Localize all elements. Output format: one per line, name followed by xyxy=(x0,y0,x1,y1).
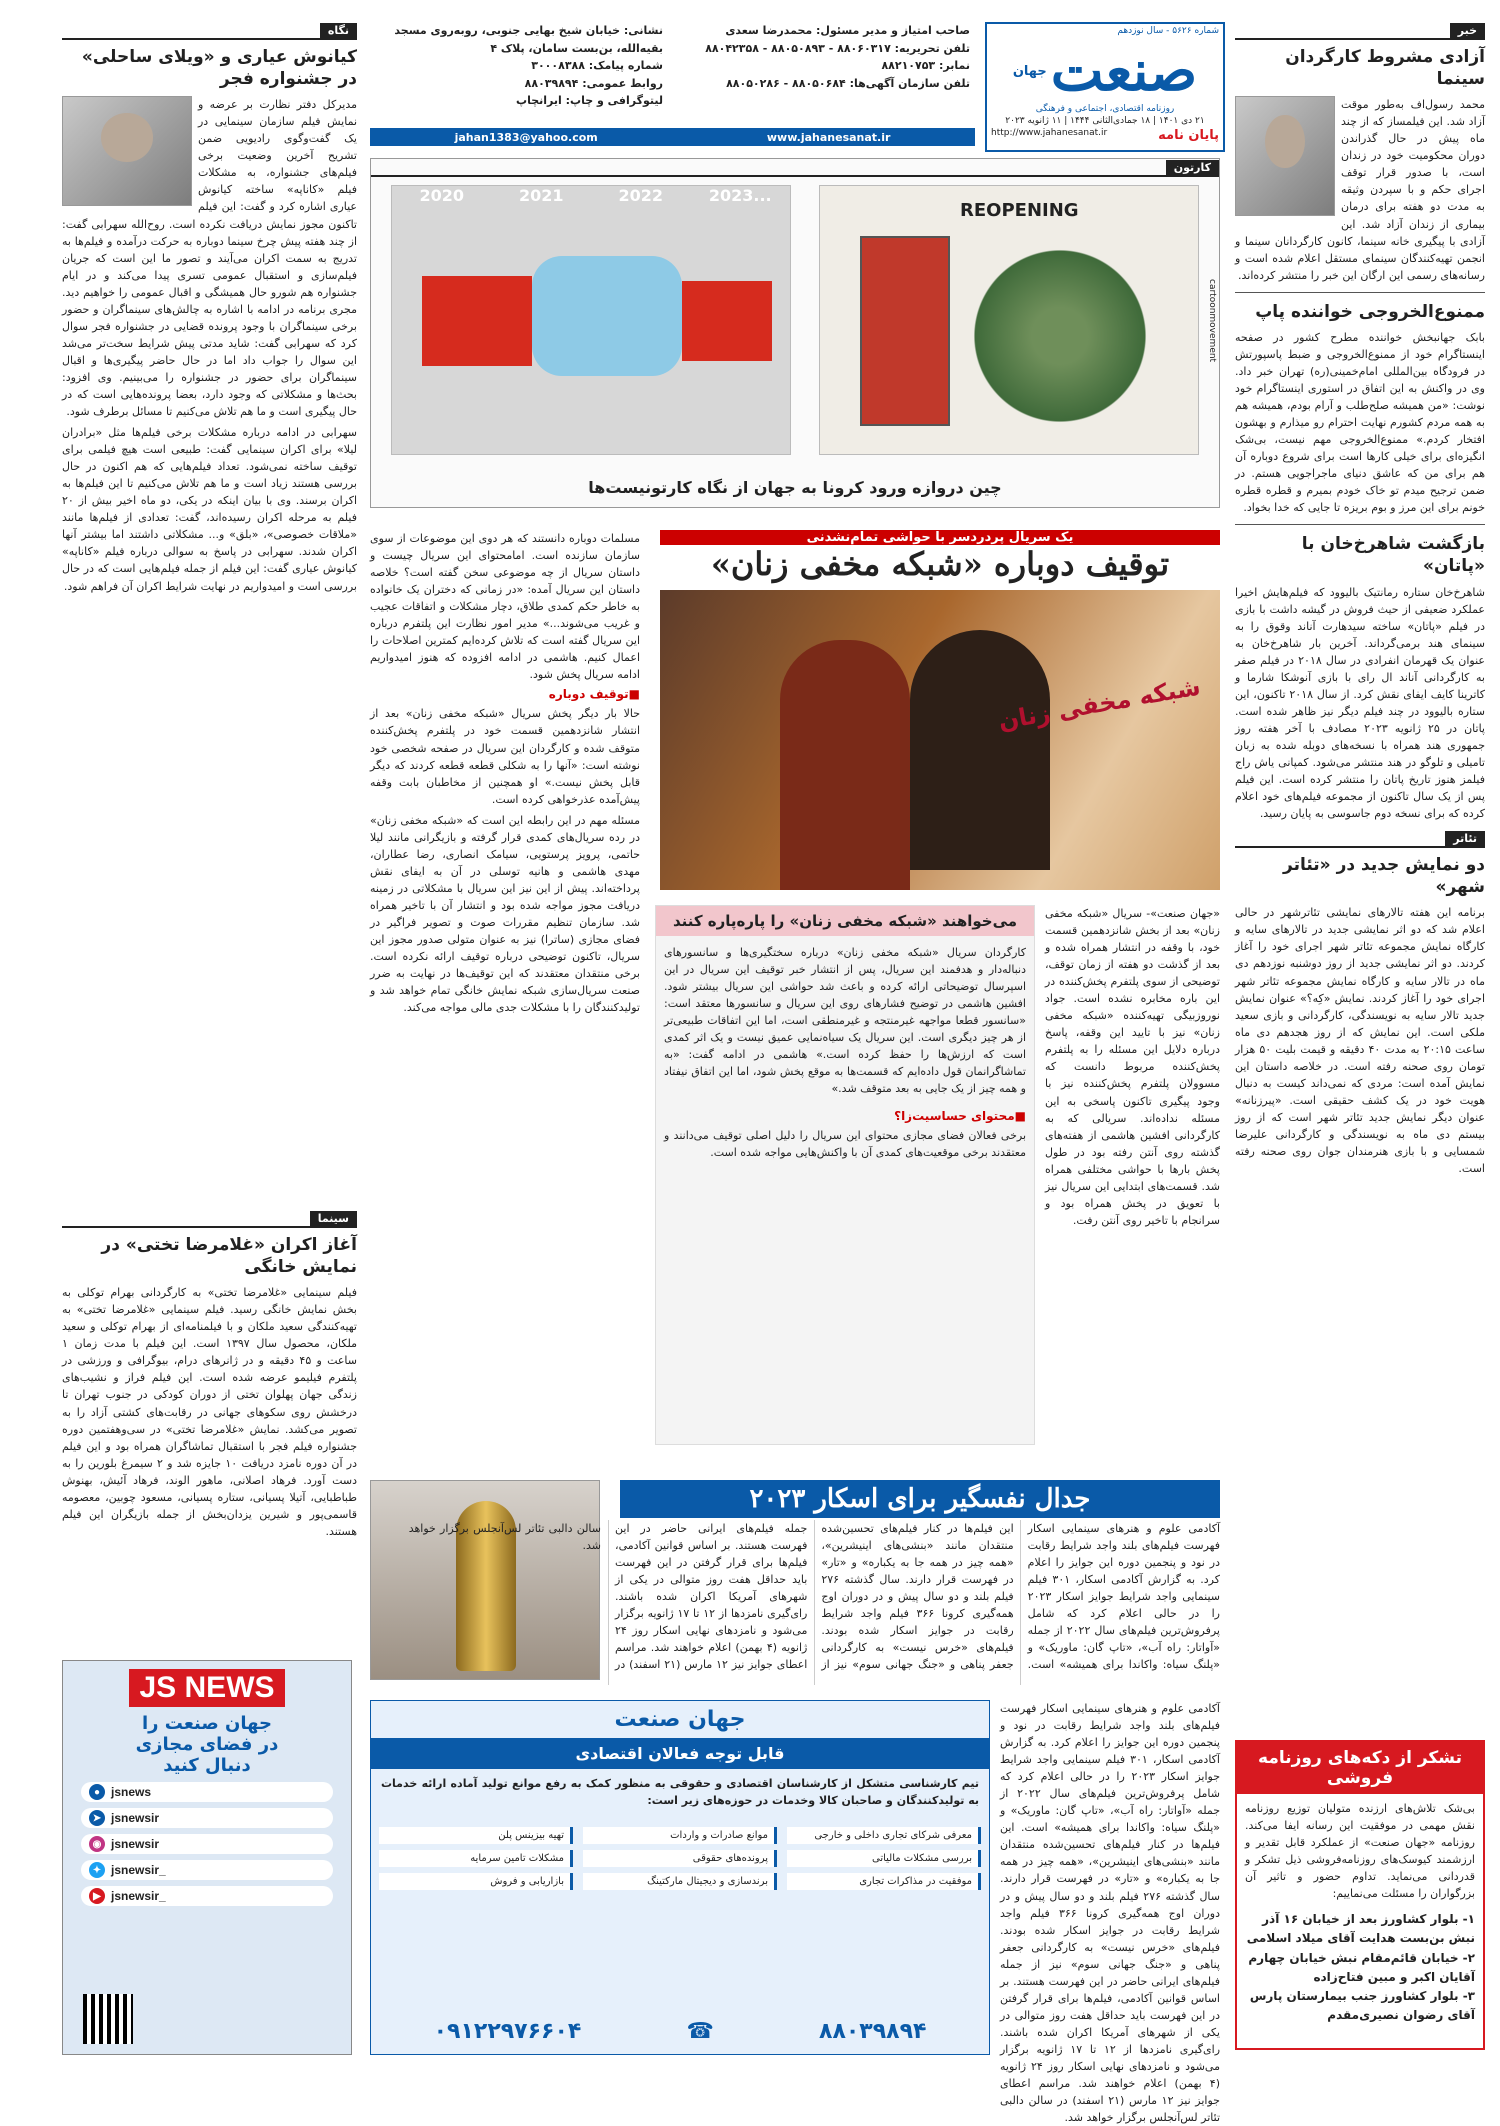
youtube-icon: ▶ xyxy=(89,1888,105,1904)
section-tag-news: خبر xyxy=(1450,23,1485,38)
ad-service: بررسی مشکلات مالیاتی xyxy=(787,1850,981,1867)
ad-service: مشکلات تامین سرمایه xyxy=(379,1850,573,1867)
jsnews-box xyxy=(62,1660,352,2055)
website-link[interactable]: http://www.jahanesanat.ir xyxy=(991,128,1108,138)
oscar-title: جدال نفسگیر برای اسکار ۲۰۲۳ xyxy=(620,1480,1220,1518)
phone-number[interactable]: ۰۹۱۲۲۹۷۶۶۰۴ xyxy=(433,2019,582,2044)
thanks-body: بی‌شک تلاش‌های ارزنده متولیان توزیع روزنامه نقش مهمی در موفقیت این رسانه ایفا می‌کند. روزنامه «جهان صنعت» از عملکرد قابل تقدیر و ارزشمند کیوسک‌های روزنامه‌فروشی ذیل تشکر و قدردانی می‌نماید. تداوم حضور و تاثیر آن بزرگواران را مسئلت می‌نماییم: xyxy=(1245,1802,1475,1901)
kianoosh-photo xyxy=(62,96,192,206)
director-photo xyxy=(1235,96,1335,216)
tel-editorial: تلفن تحریریه: ۸۸۰۶۰۳۱۷ - ۸۸۰۵۰۸۹۳ - ۸۸۰۴۲۳۵۸ xyxy=(705,41,970,55)
band-web[interactable]: www.jahanesanat.ir xyxy=(766,130,891,144)
article-body: مسلمات دوباره دانستند که هر دوی این موضوعات از سوی سازمان سازنده است. امامحتوای این سریال چیست و داستان سریال از چه موضوعی سخن گفته است؟ خلاصه داستان این سریال آمده: «در زمانی که دختران یک خانواده به خاطر حکم کمدی طلاق، دچار مشکلات و اتفاقات عجیب و غریب می‌شوند...» مدیر امور نظارت این پلتفرم درباره این سریال گفته است که تلاش کرده‌ایم کمترین اصلاحات را اعمال کنیم. هاشمی در ادامه افزوده که هنوز امیدواریم ادامه سریال پخش شود. xyxy=(370,532,640,682)
article-body: برخی فعالان فضای مجازی محتوای این سریال را دلیل اصلی توقیف می‌دانند و معتقدند برخی موقعیت‌های کمدی آن با واکنش‌هایی مواجه شده است. xyxy=(664,1129,1026,1160)
band-mail[interactable]: jahan1383@yahoo.com xyxy=(454,130,598,144)
telegram-icon: ➤ xyxy=(89,1810,105,1826)
ad-service: بازاریابی و فروش xyxy=(379,1873,573,1890)
cartoon-caption: چین دروازه ورود کرونا به جهان از نگاه کارتونیست‌ها xyxy=(588,478,1002,497)
oscar-body xyxy=(408,1520,1220,1685)
poster-title: شبکه مخفی زنان xyxy=(996,672,1203,736)
advert-box xyxy=(370,1700,990,2055)
phone-icon: ☎ xyxy=(686,2019,714,2044)
masthead xyxy=(985,22,1225,152)
subhead: ■ توقیف دوباره xyxy=(370,687,640,701)
flag-tail-icon xyxy=(682,281,772,361)
section-tag-view: نگاه xyxy=(320,23,357,38)
address-line: نشانی: خیابان شیخ بهایی جنوبی، روبه‌روی مسجد بقیه‌الله، بن‌بست سامان، پلاک ۴ xyxy=(394,24,663,55)
print-line: لیتوگرافی و چاپ: ایرانچاپ xyxy=(516,94,663,108)
jsnews-line: دنبال کنید xyxy=(163,1755,251,1776)
contact-band xyxy=(370,128,975,146)
section-tag-cartoon: کارتون xyxy=(1166,160,1219,175)
owner-line: صاحب امتیاز و مدیر مسئول: محمدرضا سعدی xyxy=(725,24,970,37)
ad-service: معرفی شرکای تجاری داخلی و خارجی xyxy=(787,1827,981,1844)
ad-service: پرونده‌های حقوقی xyxy=(583,1850,777,1867)
view-column xyxy=(62,22,357,1202)
page-label: پایان نامه xyxy=(1158,128,1219,143)
social-link[interactable]: ✦ jsnewsir_ xyxy=(81,1860,333,1880)
actor-photo xyxy=(910,630,1050,870)
pr-line: روابط عمومی: ۸۸۰۳۹۸۹۴ xyxy=(524,76,663,90)
section-tag-theatre: تئاتر xyxy=(1445,831,1485,846)
article-body: سهرابی در ادامه درباره مشکلات برخی فیلم‌ها مثل «برادران لیلا» برای اکران سینمایی گفت: طبیعی است هیچ فیلمی برای توقیف ساخته نمی‌شود. تعداد فیلم‌هایی که هم اکنون در حال بررسی هستند زیاد است و ما هم تلاش می‌کنیم تا این فیلم‌ها به اکران برسند. وی با بیان اینکه در یکی، دو ماه اخیر بیش از ۲۰ فیلم به مرحله اکران رسیده‌اند، گفت: تعدادی از فیلم‌ها مانند «ملاقات خصوصی»، «بلق» و... مشکلاتی داشتند اما بیشتر آنها اکران شدند. سهرابی در پاسخ به سوالی درباره فیلم «کاناپه» کیانوش عیاری گفت: این فیلم از جمله فیلم‌هایی است که در حال بررسی است و امیدواریم در نهایت شرایط اکران آن فراهم شود. xyxy=(62,426,357,593)
article-body: آکادمی علوم و هنرهای سینمایی اسکار فهرست فیلم‌های بلند واجد شرایط رقابت در نود و پنجمین دوره این جوایز را اعلام کرد. به گزارش آکادمی اسکار، ۳۰۱ فیلم سینمایی واجد شرایط جوایز اسکار ۲۰۲۳ را در حالی اعلام کرد که شامل پرفروش‌ترین فیلم‌های سال ۲۰۲۲ از جمله «آواتار: راه آب»، «تاپ گان: ماوریک» و «پلنگ سیاه: واکاندا برای همیشه» است. این فیلم‌ها در کنار فیلم‌های تحسین‌شده منتقدان مانند «بنشی‌های اینیشرین»، «همه چیز در همه جا به یکباره» و «تار» در فهرست قرار دارند. سال گذشته ۲۷۶ فیلم بلند و دو سال پیش و در دوران اوج همه‌گیری کرونا ۳۶۶ فیلم واجد شرایط رقابت در جوایز اسکار شده بودند. فیلم‌های «خرس نیست» به کارگردانی جعفر پناهی و «جنگ جهانی سوم» نیز از جمله فیلم‌های ایرانی حاضر در این فهرست هستند. بر اساس قوانین آکادمی، فیلم‌ها برای قرار گرفتن در این فهرست باید حداقل هفت روز متوالی در یکی از شهرهای آمریکا اکران شده باشند. رای‌گیری نامزدها از ۱۲ تا ۱۷ ژانویه برگزار می‌شود و نامزدهای نهایی اسکار روز ۲۴ ژانویه (۴ بهمن) اعلام خواهند شد. مراسم اعطای جوایز نیز ۱۲ مارس (۲۱ اسفند) در سالن دالبی تئاتر لس‌آنجلس برگزار خواهد شد. xyxy=(1000,1702,1221,2125)
social-link[interactable]: ▶ jsnewsir_ xyxy=(81,1886,333,1906)
section-tag-cinema: سینما xyxy=(310,1211,357,1226)
oscar-section xyxy=(370,1480,1220,1685)
jsnews-line: در فضای مجازی xyxy=(135,1734,279,1755)
instagram-icon: ◉ xyxy=(89,1836,105,1852)
year-label: 2021 xyxy=(518,186,564,205)
feature-column-right xyxy=(1045,905,1220,1465)
cartoon-flag-panel xyxy=(391,185,791,455)
article-body: بابک جهانبخش خواننده مطرح کشور در صفحه اینستاگرام خود از ممنوع‌الخروجی و ضبط پاسپورتش در فرودگاه بین‌المللی امام‌خمینی(ره) تهران خبر داد. وی در واکنش به این اتفاق در استوری اینستاگرام خود نوشت: «من همیشه صلح‌طلب و آرام بودم، همیشه هم به همه مردم کشورم نهایت احترام رو میذارم و بهشون افتخار کردم.» ممنوع‌الخروجی مهم نیست، بی‌شک انگیزه‌ای برای خیلی کارها است برای شروع دوباره آن هم برای من که عاشق دنیای ماجراجویی هستم. در ضمن ترجیح میدم تو خاک خودم بمیرم و قطره قطره خونم برای این مرز و بوم بریزه تا جایی که خدا بخواد. xyxy=(1235,330,1485,515)
article-body: برنامه این هفته تالارهای نمایشی تئاترشهر در حالی اعلام شد که دو اثر نمایشی جدید در تالارهای سایه و کارگاه نمایش مجموعه تئاتر شهر اجرای خود را آغاز کردند. دو اثر نمایشی جدید از روز دوشنبه نوزدهم دی ماه در تالار سایه و کارگاه نمایش مجموعه تئاتر شهر اجرای خود را آغاز کردند. نمایش «کِه؟» عنوان نمایش جدید تالار سایه به نویسندگی، کارگردانی و بازی سعید ملکی است. این نمایش که از روز هجدهم دی ماه ساعت ۲۰:۱۵ به مدت ۴۰ دقیقه و قیمت بلیت ۵۰ هزار تومان روی صحنه رفته است. در خلاصه داستان این نمایش آمده است: مردی که نمی‌داند کیست به دنبال هویت خود در یک کشف حقیقی است. «پیرزنانه» عنوان دیگر نمایش جدید تئاتر شهر است که از روز بیستم دی ماه به نویسندگی و کارگردانی علیرضا شمسایی و با بازی هنرمندان جوان روی صحنه رفته است. xyxy=(1235,906,1485,1176)
sms-line: شماره پیامک: ۳۰۰۰۸۳۸۸ xyxy=(531,59,663,73)
article-title: آزادی مشروط کارگردان سینما xyxy=(1285,47,1485,90)
article-body: مدیرکل دفتر نظارت بر عرضه و نمایش فیلم سازمان سینمایی در یک گفت‌وگوی رادیویی ضمن تشریح آخرین وضعیت برخی فیلم‌های جشنواره، به مشکلات فیلم «کاناپه» ساخته کیانوش عیاری اشاره کرد و گفت: این فیلم تاکنون مجوز نمایش دریافت نکرده است. روح‌الله سهرابی گفت: از چند هفته پیش چرخ سینما دوباره به حرکت درآمده و فیلم‌ها به تدریج به سمت اکران می‌آیند و تصور ما این است که جریان فیلم‌سازی و استقبال عمومی تسری پیدا می‌کند و در ایام جشنواره هم شورو حال همیشگی و اقبال عمومی را خواهیم دید. مجری برنامه در ادامه با اشاره به چالش‌های سینماگران و حضور برخی سینماگران با وجود پرونده قضایی در جشنواره فجر سوال کرد که سهرابی گفت: شاید مدتی پیش شرایط سخت‌تر می‌شد این سوال را جواب داد اما در حال حاضر پیگیری‌ها و اقبال سینماگران برای حضور در جشنواره را می‌بینیم. وی افزود: بحث‌ها و مشکلاتی که وجود دارد، بعضا پرونده‌هایی است که در حال پیگیری است و ما هم تلاش می‌کنیم تا مسائل برطرف شود. xyxy=(62,98,357,419)
logo: صنعت xyxy=(1050,38,1198,104)
article-title: دو نمایش جدید در «تئاتر شهر» xyxy=(1283,855,1485,898)
article-body: محمد رسول‌اف به‌طور موقت آزاد شد. این فیلمساز که از چند ماه پیش در حال گذراندن دوران محکومیت خود در زندان است، با صدور قرار توقف اجرای حکم و با سپردن وثیقه به مدت دو هفته برای درمان بیماری از زندان آزاد شد. این آزادی با پیگیری خانه سینما، کانون کارگردانان سینما و انجمن تهیه‌کنندگان سینمای مستقل اعلام شده است و رسانه‌های رسمی این ارگان این خبر را منتشر کرده‌اند. xyxy=(1235,98,1485,282)
year-label: 2023... xyxy=(708,186,772,205)
article-title: ممنوع‌الخروجی خواننده پاپ xyxy=(1255,301,1485,322)
actress-photo xyxy=(780,640,910,890)
colophon xyxy=(370,22,970,122)
feature-column-left xyxy=(370,530,640,1470)
social-link[interactable]: ➤ jsnewsir xyxy=(81,1808,333,1828)
article-title: آغاز اکران «غلامرضا تختی» در نمایش خانگی xyxy=(101,1235,357,1278)
door-sign: REOPENING xyxy=(960,200,1079,221)
cinema-column xyxy=(62,1210,357,1650)
ad-body: تیم کارشناسی متشکل از کارشناسان اقتصادی و حقوقی به منظور کمک به رفع موانع تولید آماده ارائه خدمات به تولیدکنندگان و صاحبان کالا وخدمات در حوزه‌های زیر است: xyxy=(381,1777,979,1808)
callout-body: کارگردان سریال «شبکه مخفی زنان» درباره سختگیری‌ها و سانسورهای دنباله‌دار و هدفمند این سریال، پس از انتشار خبر توقیف این سریال در این اسپرسال توضیحاتی ارائه کرده و باعث شد حواشی این سریال بیشتر شود. افشین هاشمی در توضیح فشارهای روی این سریال و سانسورها معتقد است: «سانسور قطعا مواجهه غیرمنتجه و غیرمنطقی است، اما این اتفاقات طبیعی‌تر از هر چیز دیگری است. این سریال یک سیاه‌نمایی عمیق نیست و یک اثر کمدی است که ارزش‌ها را حفظ کرده است.» هاشمی در ادامه گفت: «به تماشاگرانمان قول داده‌ایم که قسمت‌ها به موقع پخش شود، اما این اتفاق نیفتاد و همه چیز از یک جایی به بعد متوقف شد.» xyxy=(664,946,1026,1096)
article-body: مسئله مهم در این رابطه این است که «شبکه مخفی زنان» در رده سریال‌های کمدی قرار گرفته و بازیگرانی مانند لیلا حاتمی، پرویز پرستویی، سیامک انصاری، رضا عطاران، مهدی هاشمی و هانیه توسلی در آن به ایفای نقش پرداخته‌اند. پیش از این نیز این سریال با مشکلاتی در زمینه دریافت مجوز مواجه شده بود و انتشار آن با تاخیر همراه شد. سازمان تنظیم مقررات صوت و تصویر فراگیر در فضای مجازی (ساترا) نیز به عنوان متولی صدور مجوز این سریال، تاکنون توضیحی درباره توقیف ارائه نکرده است. برخی منتقدان معتقدند که این توقیف‌ها در نهایت به ضرر صنعت سریال‌سازی شبکه نمایش خانگی تمام خواهد شد و تولیدکنندگان را با مشکلات جدی مالی مواجه می‌کند. xyxy=(370,813,640,1015)
oscar-statue-photo xyxy=(370,1480,600,1680)
article-title: بازگشت شاهرخ‌خان با «پاتان» xyxy=(1301,534,1485,577)
tel-ads: تلفن سازمان آگهی‌ها: ۸۸۰۵۰۶۸۴ - ۸۸۰۵۰۲۸۶ xyxy=(726,76,970,90)
thanks-box xyxy=(1235,1740,1485,2050)
list-item: ۳- بلوار کشاورز جنب بیمارستان پارس آقای رضوان نصیری‌مقدم xyxy=(1249,1989,1475,2023)
ad-service: برندسازی و دیجیتال مارکتینگ xyxy=(583,1873,777,1890)
article-body: حالا بار دیگر پخش سریال «شبکه مخفی زنان» بعد از انتشار شانزدهمین قسمت خود در پلتفرم پخش‌کننده متوقف شده و کارگردان این سریال در صفحه شخصی خود نوشته است: «آنها را به شکلی قطعه قطعه کردند که دیگر قابل پخش نیست.» او همچنین از مخاطبان بابت وقفه پیش‌آمده عذرخواهی کرده است. xyxy=(370,707,640,806)
ad-title: قابل توجه فعالان اقتصادی xyxy=(371,1738,989,1769)
mask-icon xyxy=(532,256,682,376)
issue-meta: شماره ۵۶۲۶ - سال نوزدهم xyxy=(1117,26,1219,36)
ad-service: موفقیت در مذاکرات تجاری xyxy=(787,1873,981,1890)
cartoon-section xyxy=(370,158,1220,508)
fax-line: نمابر: ۸۸۲۱۰۷۵۳ xyxy=(881,59,970,73)
year-label: 2020 xyxy=(419,186,465,205)
social-link[interactable]: ◉ jsnewsir xyxy=(81,1834,333,1854)
callout-title: می‌خواهند «شبکه مخفی زنان» را پاره‌پاره کنند xyxy=(656,906,1034,936)
door-icon xyxy=(860,236,950,426)
logo-sub: جهان xyxy=(1012,63,1047,79)
jsnews-logo: JS NEWS xyxy=(129,1669,284,1707)
article-body: فیلم سینمایی «غلامرضا تختی» به کارگردانی بهرام توکلی به بخش نمایش خانگی رسید. فیلم سینمایی «غلامرضا تختی» به تهیه‌کنندگی سعید ملکان و با فیلمنامه‌ای از بهرام توکلی و سعید ملکان، محصول سال ۱۳۹۷ است. این فیلم با مدت زمان ۱ ساعت و ۴۵ دقیقه و در ژانرهای درام، بیوگرافی و ورزشی در پلتفرم فیلیمو عرضه شده است. این فیلم فراز و نشیب‌های زندگی جهان پهلوان تختی از دوران کودکی در جنوب تهران تا درخشش روی سکوهای جهانی در رقابت‌های کشتی آزاد را به تصویر می‌کشد. نمایش «غلامرضا تختی» در سی‌وهفتمین دوره جشنواره فیلم فجر با استقبال تماشاگران همراه بود و این فیلم در آن دوره نامزد دریافت ۱۰ جایزه شد و ۲ سیمرغ بلورین را به دست آورد. فرهاد اصلانی، ماهور الوند، فرهاد آئیش، بهنوش طباطبایی، آتیلا پسیانی، ستاره پسیانی، مسعود چوبین، معصومه قاسمی‌پور و شیرین یزدان‌بخش از جمله بازیگران این فیلم هستند. xyxy=(62,1286,358,1538)
phone-number[interactable]: ۸۸۰۳۹۸۹۴ xyxy=(819,2019,927,2044)
article-body: «جهان صنعت»- سریال «شبکه مخفی زنان» بعد از بخش شانزدهمین قسمت خود، با وقفه در انتشار همراه شده و بعد از گذشت دو هفته از زمان توقف، توضیحی از سوی پلتفرم پخش‌کننده در این باره مخابره نشده است. جواد نوروزبیگی تهیه‌کننده «شبکه مخفی زنان» نیز با تایید این وقفه، پاسخ درباره دلایل این مسئله را به پلتفرم پخش‌کننده مربوط دانست که مسوولان پلتفرم پخش‌کننده نیز با وجود پیگیری تاکنون پاسخی به این مسئله نداده‌اند. سریالی که به کارگردانی افشین هاشمی از هفته‌های گذشته روی آنتن رفته بود در طول پخش بارها با حواشی مختلفی همراه شد. قسمت‌های ابتدایی این سریال نیز با تعویق در پخش همراه بود و سرانجام با تاخیر روی آنتن رفت. xyxy=(1045,907,1220,1227)
feature-kicker: یک سریال پردردسر با حواشی تمام‌نشدنی xyxy=(660,530,1220,545)
cartoon-credit: cartoonmovement xyxy=(1207,279,1217,363)
feature-section xyxy=(370,530,1220,1470)
social-link[interactable]: ● jsnews xyxy=(81,1782,333,1802)
date-line: ۲۱ دی ۱۴۰۱ | ۱۸ جمادی‌الثانی ۱۴۴۴ | ۱۱ ژانویه ۲۰۲۳ xyxy=(1005,116,1205,126)
list-item: ۲- خیابان قائم‌مقام نبش خیابان چهارم آقایان اکبر و مبین فتاح‌زاده xyxy=(1248,1950,1475,1984)
tagline: روزنامه اقتصادی، اجتماعی و فرهنگی xyxy=(1035,104,1175,114)
ad-service: موانع صادرات و واردات xyxy=(583,1827,777,1844)
qr-code-icon xyxy=(83,1994,133,2044)
virus-cluster-icon xyxy=(960,236,1160,436)
subhead: ■ محتوای حساسیت‌زا؟ xyxy=(656,1109,1034,1123)
web-icon: ● xyxy=(89,1784,105,1800)
article-title: کیانوش عیاری و «ویلای ساحلی» در جشنواره فجر xyxy=(81,47,357,90)
cartoon-door-panel xyxy=(819,185,1199,455)
feature-callout xyxy=(655,905,1035,1445)
jsnews-line: جهان صنعت را xyxy=(142,1713,272,1734)
oscar-continuation xyxy=(1000,1700,1221,2125)
article-body: آکادمی علوم و هنرهای سینمایی اسکار فهرست فیلم‌های بلند واجد شرایط رقابت در نود و پنجمین دوره این جوایز را اعلام کرد. به گزارش آکادمی اسکار، ۳۰۱ فیلم سینمایی واجد شرایط جوایز اسکار ۲۰۲۳ را در حالی اعلام کرد که شامل پرفروش‌ترین فیلم‌های سال ۲۰۲۲ از جمله «آواتار: راه آب»، «تاپ گان: ماوریک» و «پلنگ سیاه: واکاندا برای همیشه» است. این فیلم‌ها در کنار فیلم‌های تحسین‌شده منتقدان مانند «بنشی‌های اینیشرین»، «همه چیز در همه جا به یکباره» و «تار» در فهرست قرار دارند. سال گذشته ۲۷۶ فیلم بلند و دو سال پیش و در دوران اوج همه‌گیری کرونا ۳۶۶ فیلم واجد شرایط رقابت در جوایز اسکار شده بودند. فیلم‌های «خرس نیست» به کارگردانی جعفر پناهی و «جنگ جهانی سوم» نیز از جمله فیلم‌های ایرانی حاضر در این فهرست هستند. بر اساس قوانین آکادمی، فیلم‌ها برای قرار گرفتن در این فهرست باید حداقل هفت روز متوالی در یکی از شهرهای آمریکا اکران شده باشند. رای‌گیری نامزدها از ۱۲ تا ۱۷ ژانویه برگزار می‌شود و نامزدهای نهایی اسکار روز ۲۴ ژانویه (۴ بهمن) اعلام خواهند شد. مراسم اعطای جوایز نیز ۱۲ مارس (۲۱ اسفند) در سالن دالبی تئاتر لس‌آنجلس برگزار خواهد شد. xyxy=(408,1522,1220,1672)
feature-title: توقیف دوباره «شبکه مخفی زنان» xyxy=(710,545,1170,583)
china-flag-icon xyxy=(422,276,532,366)
ad-logo: جهان صنعت xyxy=(614,1707,746,1732)
list-item: ۱- بلوار کشاورز بعد از خیابان ۱۶ آذر نبش بن‌بست هدایت آقای میلاد اسلامی xyxy=(1246,1912,1475,1946)
article-body: شاهرخ‌خان ستاره رمانتیک بالیوود که فیلم‌هایش اخیرا عملکرد ضعیفی از حیث فروش در گیشه داشت با بازی در فیلم «پاتان» ساخته سیدهارت آناند وقوق را به سینمای هند برمی‌گرداند. آخرین بار شاهرخ‌خان به عنوان یک قهرمان انفرادی در سال ۲۰۱۸ در فیلم صفر به کارگردانی آناند ال رای با بازی آنوشکا شارما و کاترینا کایف ایفای نقش کرد. از سال ۲۰۱۸ تاکنون، این ستاره بالیوود در چند فیلم دیگر نیز ظاهر شده است. پاتان در ۲۵ ژانویه ۲۰۲۳ مصادف با آخر هفته روز جمهوری هند همراه با نسخه‌های دوبله شده به زبان تامیلی و تلوگو در هند منتشر می‌شود. کمپانی یاش راج فیلمز هنوز تاریخ پاتان را منتشر کرده است. این فیلم پس از یک سال تاکنون از مجموعه فیلم‌های خود اعلام کرده که برای نسخه دوم جاسوسی به پایان رسید. xyxy=(1235,585,1486,821)
year-label: 2022 xyxy=(618,186,664,205)
series-poster xyxy=(660,590,1220,890)
twitter-icon: ✦ xyxy=(89,1862,105,1878)
ad-service: تهیه بیزینس پلن xyxy=(379,1827,573,1844)
news-column xyxy=(1235,22,1485,1722)
thanks-title: تشکر از دکه‌های روزنامه فروشی xyxy=(1237,1742,1483,1794)
